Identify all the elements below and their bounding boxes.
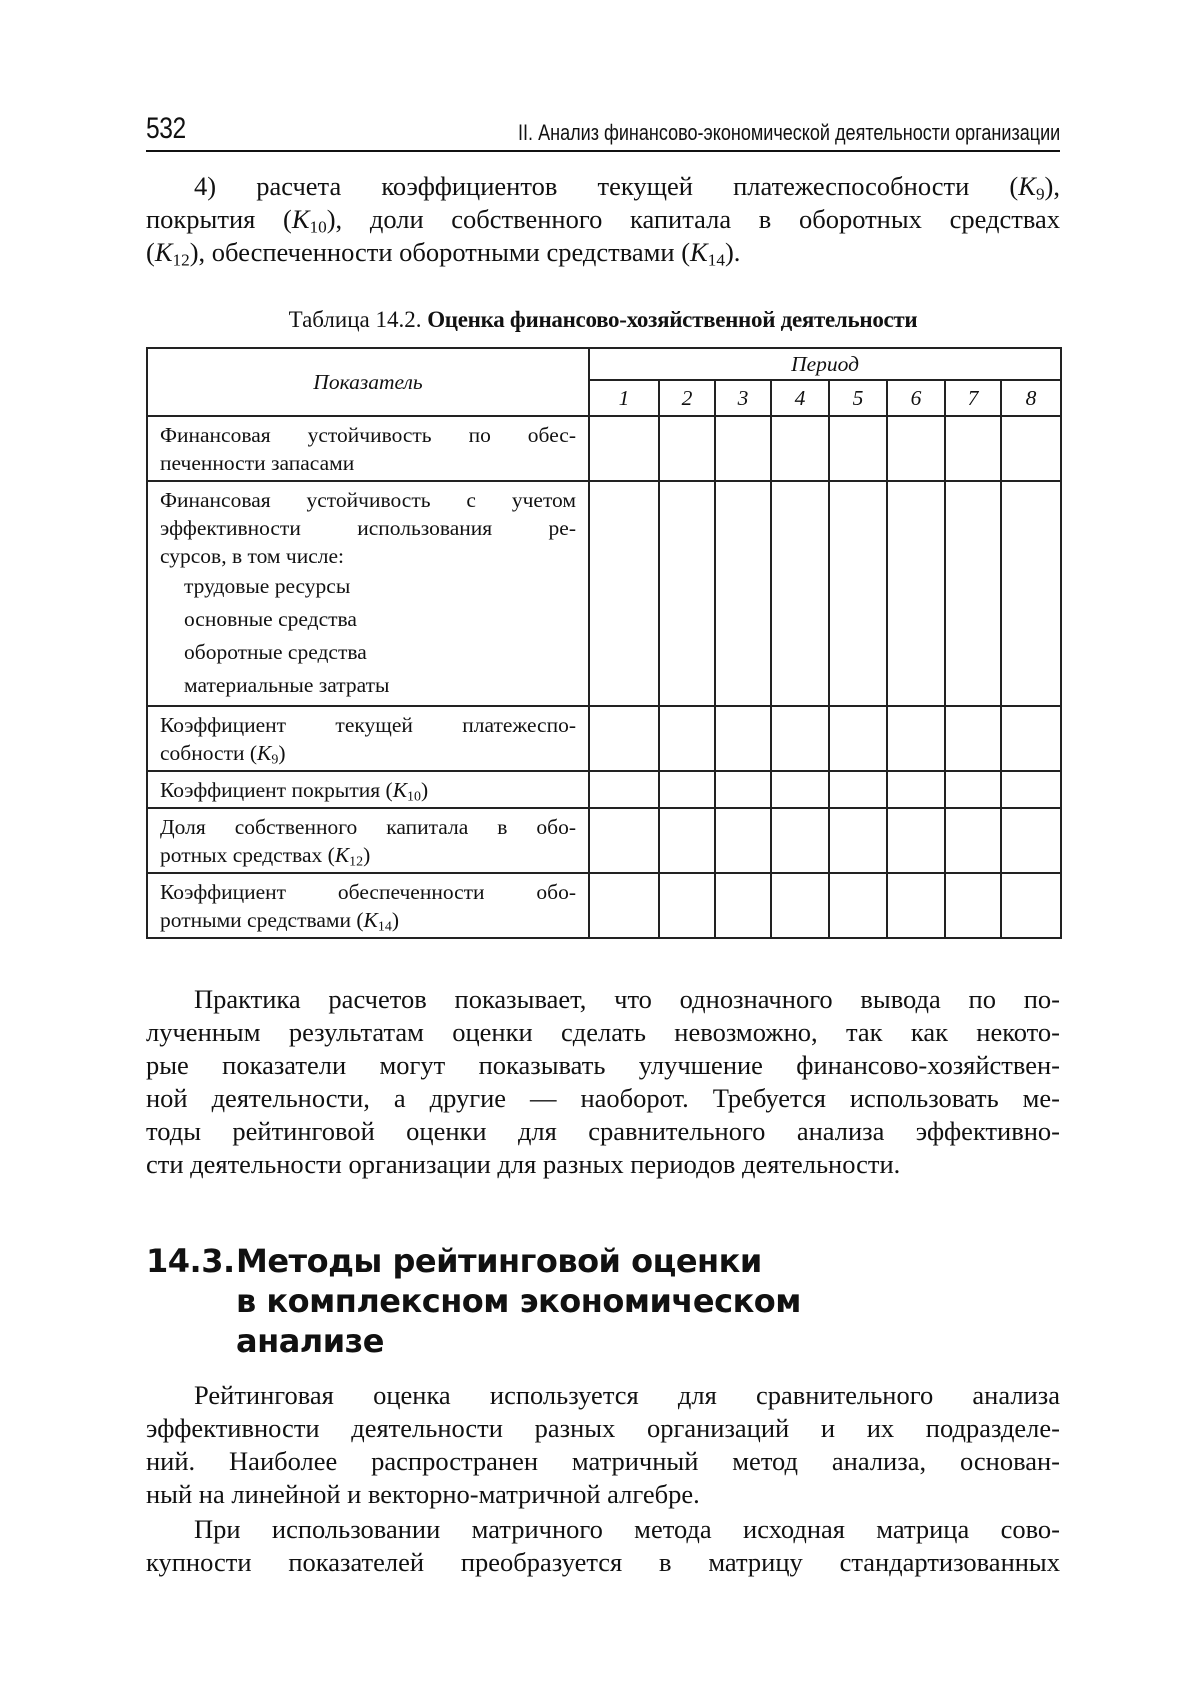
table-row: [147, 706, 1061, 771]
empty-cell: [887, 808, 945, 873]
empty-cell: [887, 873, 945, 938]
section-heading: [146, 1241, 1060, 1361]
running-header-title: II. Анализ финансово-экономической деятельности организации: [517, 120, 1060, 145]
book-page: [146, 104, 1060, 1579]
empty-cell: [659, 873, 715, 938]
empty-cell: [1001, 416, 1061, 481]
empty-cell: [589, 808, 659, 873]
empty-cell: [589, 481, 659, 706]
column-header-indicator: Показатель: [147, 348, 589, 416]
empty-cell: [829, 771, 887, 808]
section-number: 14.3.: [146, 1242, 235, 1280]
empty-cell: [945, 808, 1001, 873]
empty-cell: [771, 481, 829, 706]
empty-cell: [659, 481, 715, 706]
table-caption-title: Оценка финансово-хозяйственной деятельности: [427, 307, 918, 332]
empty-cell: [771, 771, 829, 808]
intro-paragraph: [146, 170, 1060, 269]
section-title-line-1: Методы рейтинговой оценки: [236, 1242, 762, 1280]
body-paragraph-rating: Рейтинговая оценка используется для сравнительного анализа эффективности деятельности разных организаций и их подразделе- ний. Наиболее распространен матричный метод анализа, основан- ный на линейной и векторно-матричной алгебре.: [146, 1380, 1060, 1509]
empty-cell: [771, 873, 829, 938]
period-5: 5: [829, 380, 887, 416]
empty-cell: [1001, 808, 1061, 873]
running-header: [146, 104, 1060, 152]
empty-cell: [589, 873, 659, 938]
empty-cell: [659, 706, 715, 771]
table-caption-prefix: Таблица 14.2.: [288, 307, 422, 332]
row-label-current-solvency: Коэффициент текущей платежеспо- собности $(K_9)$: [147, 706, 589, 771]
period-4: 4: [771, 380, 829, 416]
empty-cell: [715, 873, 771, 938]
table-row: [147, 771, 1061, 808]
section-title-line-3: анализе: [236, 1322, 384, 1360]
intro-line-2: покрытия $(K_{10})$, доли собственного капитала в оборотных средствах: [146, 204, 1061, 237]
row-label-equity-share: Доля собственного капитала в обо- ротных средствах $(K_{12})$: [147, 808, 589, 873]
row-label-resource-efficiency: Финансовая устойчивость с учетом эффективности использования ре- сурсов, в том числе: трудовые ресурсы основные средства оборотные средства материальные затраты: [147, 481, 589, 706]
empty-cell: [945, 873, 1001, 938]
intro-line-1: 4) расчета коэффициентов текущей платежеспособности $(K_9)$,: [194, 171, 1060, 204]
table-row: [147, 481, 1061, 706]
empty-cell: [829, 808, 887, 873]
column-header-period: Период: [589, 348, 1061, 380]
table-caption: [146, 307, 1060, 333]
empty-cell: [829, 706, 887, 771]
assessment-table: [146, 347, 1062, 939]
subrow-fixed-assets: основные средства: [184, 607, 357, 631]
empty-cell: [771, 706, 829, 771]
body-paragraph-matrix: При использовании матричного метода исходная матрица сово- купности показателей преобразуется в матрицу стандартизованных: [146, 1514, 1060, 1577]
empty-cell: [945, 771, 1001, 808]
page-number: 532: [146, 112, 186, 145]
empty-cell: [945, 481, 1001, 706]
body-paragraph-practice: Практика расчетов показывает, что однозначного вывода по по- лученным результатам оценки сделать невозможно, так как некото- рые показатели могут показывать улучшение финансово-хозяйствен- ной деятельности, а другие — наоборот. Требуется использовать ме- тоды рейтинговой оценки для сравнительного анализа эффективно- сти деятельности организации для разных периодов деятельности.: [146, 984, 1060, 1179]
empty-cell: [887, 706, 945, 771]
period-3: 3: [715, 380, 771, 416]
subrow-material-costs: материальные затраты: [184, 673, 390, 697]
empty-cell: [1001, 873, 1061, 938]
empty-cell: [1001, 706, 1061, 771]
empty-cell: [829, 416, 887, 481]
empty-cell: [715, 416, 771, 481]
section-title-line-2: в комплексном экономическом: [236, 1282, 801, 1320]
empty-cell: [887, 481, 945, 706]
period-6: 6: [887, 380, 945, 416]
empty-cell: [945, 706, 1001, 771]
intro-line-3: $(K_{12})$, обеспеченности оборотными средствами $(K_{14})$.: [146, 237, 741, 270]
period-7: 7: [945, 380, 1001, 416]
empty-cell: [659, 808, 715, 873]
period-1: 1: [589, 380, 659, 416]
table-row: [147, 808, 1061, 873]
empty-cell: [589, 706, 659, 771]
table-header-row: [147, 348, 1061, 380]
empty-cell: [659, 771, 715, 808]
subrow-working-capital: оборотные средства: [184, 640, 367, 664]
empty-cell: [715, 706, 771, 771]
empty-cell: [945, 416, 1001, 481]
empty-cell: [589, 416, 659, 481]
empty-cell: [829, 873, 887, 938]
period-2: 2: [659, 380, 715, 416]
empty-cell: [1001, 481, 1061, 706]
empty-cell: [659, 416, 715, 481]
row-label-inventory-stability: Финансовая устойчивость по обес- печенности запасами: [147, 416, 589, 481]
empty-cell: [829, 481, 887, 706]
empty-cell: [771, 808, 829, 873]
table-row: [147, 416, 1061, 481]
table-row: [147, 873, 1061, 938]
row-label-coverage: Коэффициент покрытия $(K_{10})$: [147, 771, 589, 808]
empty-cell: [715, 481, 771, 706]
empty-cell: [589, 771, 659, 808]
subrow-labor: трудовые ресурсы: [184, 574, 351, 598]
empty-cell: [771, 416, 829, 481]
empty-cell: [887, 771, 945, 808]
empty-cell: [715, 771, 771, 808]
row-label-working-capital-provision: Коэффициент обеспеченности обо- ротными средствами $(K_{14})$: [147, 873, 589, 938]
empty-cell: [715, 808, 771, 873]
empty-cell: [887, 416, 945, 481]
period-8: 8: [1001, 380, 1061, 416]
empty-cell: [1001, 771, 1061, 808]
